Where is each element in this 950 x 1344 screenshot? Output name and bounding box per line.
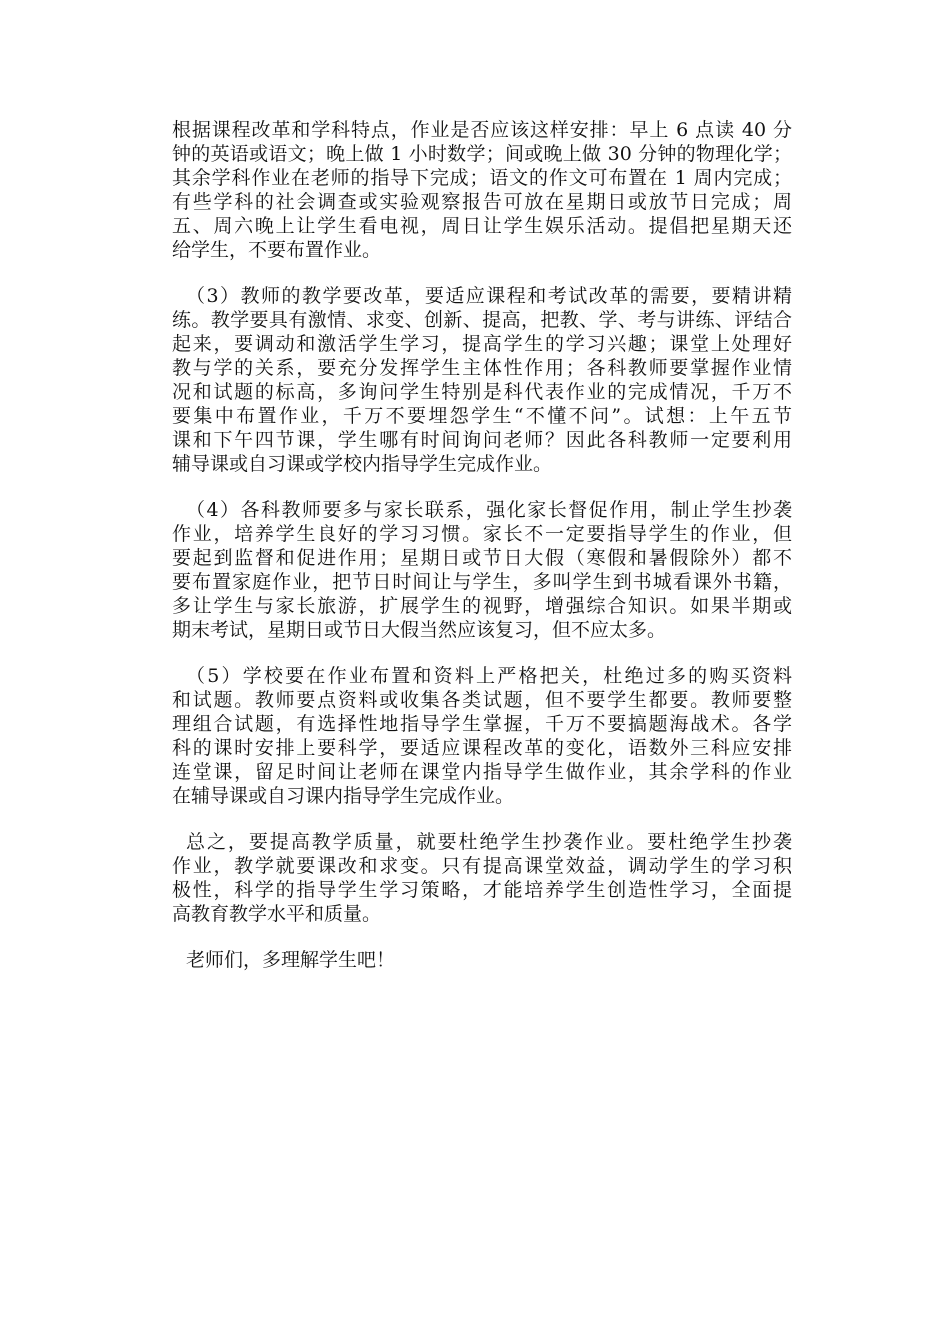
text-line: 极性，科学的指导学生学习策略，才能培养学生创造性学习，全面提 xyxy=(172,879,792,901)
paragraph-conclusion xyxy=(172,830,792,926)
paragraph-intro-schedule xyxy=(172,118,792,262)
text-line: 在辅导课或自习课内指导学生完成作业。 xyxy=(172,785,515,807)
paragraph-point-4 xyxy=(172,498,792,642)
text-line: 根据课程改革和学科特点，作业是否应该这样安排：早上 6 点读 40 分 xyxy=(172,119,792,141)
text-line: 要起到监督和促进作用；星期日或节日大假（寒假和暑假除外）都不 xyxy=(172,547,792,569)
text-line: 练。教学要具有激情、求变、创新、提高，把教、学、考与讲练、评结合 xyxy=(172,309,792,331)
text-line: 五、周六晚上让学生看电视，周日让学生娱乐活动。提倡把星期天还 xyxy=(172,215,792,237)
text-line: 多让学生与家长旅游，扩展学生的视野，增强综合知识。如果半期或 xyxy=(172,595,792,617)
text-line: 期末考试，星期日或节日大假当然应该复习，但不应太多。 xyxy=(172,619,667,641)
text-line: 钟的英语或语文；晚上做 1 小时数学；间或晚上做 30 分钟的物理化学； xyxy=(172,143,792,165)
text-line: 教与学的关系，要充分发挥学生主体性作用；各科教师要掌握作业情 xyxy=(172,357,792,379)
paragraph-point-3 xyxy=(172,284,792,476)
paragraph-point-5 xyxy=(172,664,792,808)
text-line: 作业，培养学生良好的学习习惯。家长不一定要指导学生的作业，但 xyxy=(172,523,792,545)
text-line: 总之，要提高教学质量，就要杜绝学生抄袭作业。要杜绝学生抄袭 xyxy=(186,831,792,853)
text-line: （3）教师的教学要改革，要适应课程和考试改革的需要，要精讲精 xyxy=(186,285,792,307)
text-line: 课和下午四节课，学生哪有时间询问老师？因此各科教师一定要利用 xyxy=(172,429,792,451)
text-line: 起来，要调动和激活学生学习，提高学生的学习兴趣；课堂上处理好 xyxy=(172,333,792,355)
text-line: 辅导课或自习课或学校内指导学生完成作业。 xyxy=(172,453,553,475)
text-line: （5）学校要在作业布置和资料上严格把关，杜绝过多的购买资料 xyxy=(186,665,792,687)
text-line: （4）各科教师要多与家长联系，强化家长督促作用，制止学生抄袭 xyxy=(186,499,792,521)
document-page xyxy=(172,118,792,994)
text-line: 有些学科的社会调查或实验观察报告可放在星期日或放节日完成；周 xyxy=(172,191,792,213)
text-line: 高教育教学水平和质量。 xyxy=(172,903,382,925)
text-line: 况和试题的标高，多询问学生特别是科代表作业的完成情况，千万不 xyxy=(172,381,792,403)
text-line: 科的课时安排上要科学，要适应课程改革的变化，语数外三科应安排 xyxy=(172,737,792,759)
text-line: 要集中布置作业，千万不要埋怨学生“不懂不问”。试想：上午五节 xyxy=(172,405,792,427)
text-line: 作业，教学就要课改和求变。只有提高课堂效益，调动学生的学习积 xyxy=(172,855,792,877)
text-line: 和试题。教师要点资料或收集各类试题，但不要学生都要。教师要整 xyxy=(172,689,792,711)
paragraph-closing xyxy=(172,948,792,972)
text-line: 其余学科作业在老师的指导下完成；语文的作文可布置在 1 周内完成； xyxy=(172,167,792,189)
text-line: 老师们，多理解学生吧！ xyxy=(186,949,396,971)
text-line: 要布置家庭作业，把节日时间让与学生，多叫学生到书城看课外书籍， xyxy=(172,571,792,593)
text-line: 连堂课，留足时间让老师在课堂内指导学生做作业，其余学科的作业 xyxy=(172,761,792,783)
text-line: 给学生，不要布置作业。 xyxy=(172,239,382,261)
text-line: 理组合试题，有选择性地指导学生掌握，千万不要搞题海战术。各学 xyxy=(172,713,792,735)
